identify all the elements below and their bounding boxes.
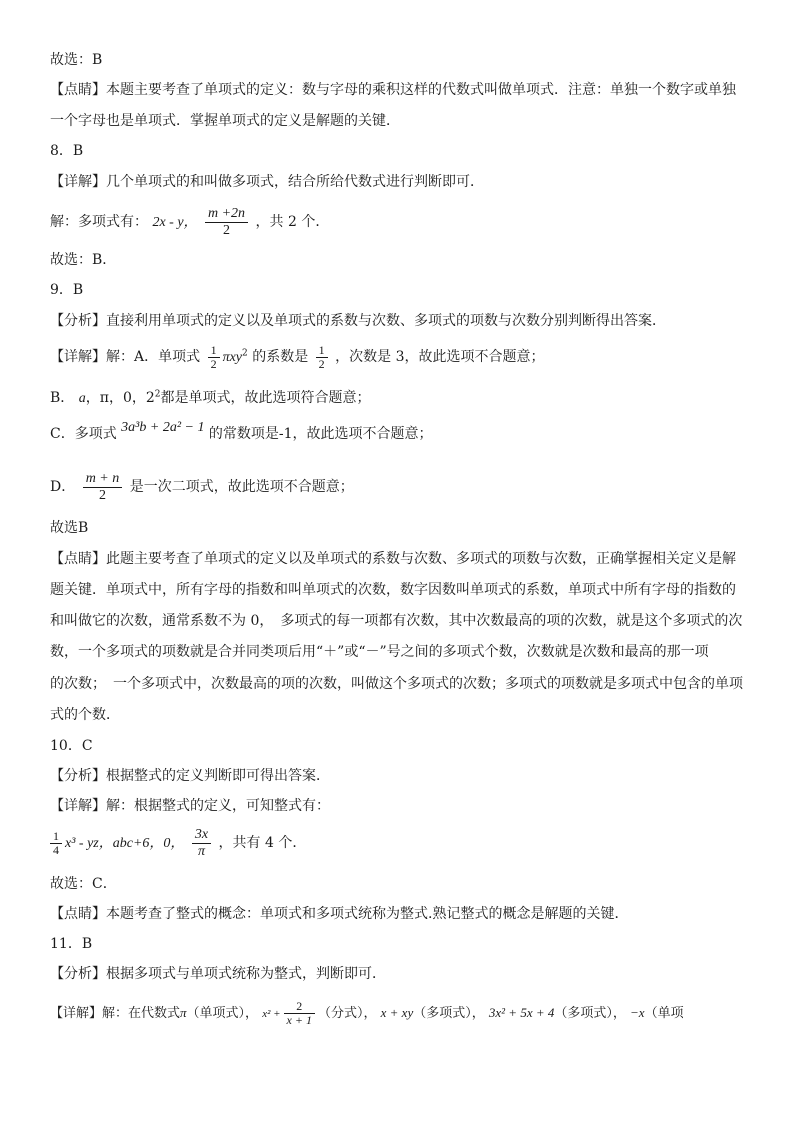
fraction [192, 827, 211, 860]
exponent: 2 [242, 348, 248, 359]
option-text: 都是单项式，故此选项符合题意； [160, 390, 371, 406]
pi-symbol: π [180, 1005, 187, 1020]
fraction-denominator: 2 [210, 356, 217, 371]
fraction-numerator: 1 [316, 344, 328, 358]
comment-line-cont: 一个字母也是单项式．掌握单项式的定义是解题的关键． [50, 113, 400, 129]
answer-line: 故选：B [50, 52, 103, 68]
answer-line: 故选：C． [50, 876, 117, 892]
detail-line: 【详解】几个单项式的和叫做多项式，结合所给代数式进行判断即可． [50, 174, 484, 190]
comment-line: 【点睛】此题主要考查了单项式的定义以及单项式的系数与次数、多项式的项数与次数，正确掌握相关定义是解 [50, 551, 736, 567]
classification: （单项 [644, 1006, 684, 1021]
fraction-denominator: 2 [318, 356, 325, 371]
question-number-9: 9．B [50, 282, 84, 298]
terms: ，π，0，2 [85, 390, 155, 406]
option-text: 的常数项是-1，故此选项不合题意； [208, 426, 433, 442]
expression: 2x - y， [152, 215, 198, 230]
comment-line: 的次数； 一个多项式中，次数最高的项的次数，叫做这个多项式的次数；多项式的项数就是多项式中包含的单项 [50, 676, 743, 692]
solution-suffix: ，共 2 个． [255, 214, 330, 230]
analysis-line: 【分析】直接利用单项式的定义以及单项式的系数与次数、多项式的项数与次数分别判断得出答案． [50, 313, 666, 329]
line-suffix: ，共有 4 个． [218, 835, 307, 851]
detail-prefix: 【详解】解：A．单项式 [50, 349, 201, 365]
detail-suffix: ，次数是 3，故此选项不合题意； [335, 349, 545, 365]
fraction-numerator: 3x [192, 827, 211, 844]
solution-line [50, 205, 329, 240]
answer-line: 故选：B． [50, 252, 117, 268]
expression: x + xy [380, 1005, 414, 1020]
detail-line-11 [50, 994, 684, 1033]
detail-line: 【详解】解：根据整式的定义，可知整式有： [50, 798, 330, 814]
classification: （多项式）， [413, 1006, 485, 1021]
classification: （分式）， [317, 1006, 377, 1021]
question-number-10: 10．C [50, 738, 93, 754]
option-text: 是一次二项式，故此选项不合题意； [129, 479, 354, 495]
fraction-numerator: 1 [208, 344, 220, 358]
option-label: C．多项式 [50, 426, 117, 442]
fraction-denominator: π [197, 843, 205, 859]
exponent: 2 [154, 389, 161, 400]
detail-prefix: 【详解】解：在代数式 [50, 1006, 181, 1021]
fraction [316, 344, 328, 371]
expression: x³ - yz，abc+6，0， [65, 836, 185, 851]
expression: x² + [262, 1008, 281, 1020]
detail-line-a [50, 340, 544, 375]
analysis-line: 【分析】根据整式的定义判断即可得出答案． [50, 768, 330, 784]
comment-line: 式的个数． [50, 707, 120, 723]
fraction-denominator: 2 [98, 487, 106, 503]
solution-prefix: 解：多项式有： [50, 214, 148, 230]
option-c-line [50, 420, 433, 445]
fraction-numerator: m + n [83, 471, 123, 488]
fraction-numerator: m +2n [205, 206, 248, 223]
fraction [208, 344, 220, 371]
fraction-numerator: 2 [284, 1000, 315, 1014]
expression: 3x² + 5x + 4 [488, 1005, 555, 1020]
fraction-denominator: 4 [53, 842, 59, 857]
analysis-line: 【分析】根据多项式与单项式统称为整式，判断即可． [50, 966, 386, 982]
integer-expressions-line [50, 824, 306, 863]
question-number-11: 11．B [50, 936, 93, 952]
option-d-line [50, 470, 354, 504]
fraction-numerator: 1 [50, 830, 62, 844]
fraction-denominator: x + 1 [286, 1013, 312, 1027]
option-label: B． [50, 390, 75, 406]
option-label: D． [50, 479, 76, 495]
comment-line: 【点睛】本题主要考查了单项式的定义：数与字母的乘积这样的代数式叫做单项式．注意：单独一个数字或单独 [50, 82, 736, 98]
fraction [205, 206, 248, 239]
comment-line: 数，一个多项式的项数就是合并同类项后用“＋”或“－”号之间的多项式个数，次数就是次数和最高的那一项 [50, 644, 709, 660]
question-number-8: 8．B [50, 143, 84, 159]
term: πxy [222, 350, 243, 365]
comment-line: 题关键．单项式中，所有字母的指数和叫单项式的次数，数字因数叫单项式的系数，单项式中所有字母的指数的 [50, 582, 736, 598]
fraction [83, 471, 123, 504]
variable: a [78, 391, 86, 406]
expression: −x [630, 1005, 645, 1020]
fraction [284, 1000, 315, 1027]
option-b-line [50, 388, 371, 409]
answer-line: 故选B [50, 520, 89, 536]
fraction-denominator: 2 [223, 222, 231, 238]
expression: 3a³b + 2a² − 1 [121, 420, 205, 435]
classification: （多项式）， [554, 1006, 626, 1021]
comment-line: 和叫做它的次数，通常系数不为 0， 多项式的每一项都有次数，其中次数最高的项的次数，就是这个多项式的次 [50, 613, 743, 629]
classification: （单项式）， [186, 1006, 259, 1021]
detail-mid: 的系数是 [252, 349, 309, 365]
fraction [50, 830, 62, 857]
comment-line: 【点睛】本题考查了整式的概念：单项式和多项式统称为整式.熟记整式的概念是解题的关键． [50, 906, 629, 922]
